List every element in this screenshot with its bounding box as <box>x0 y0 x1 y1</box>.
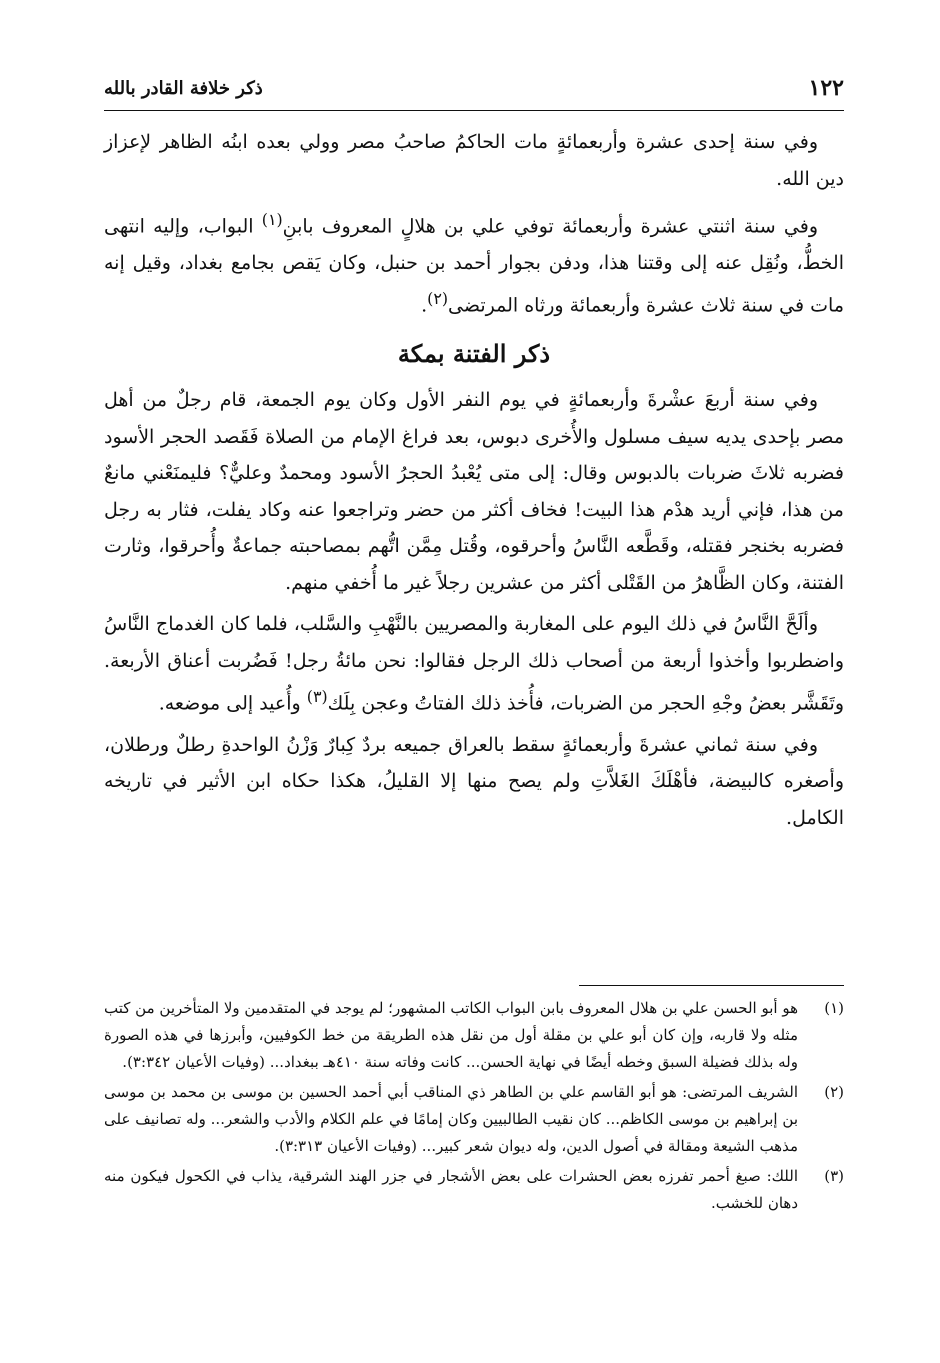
paragraph-4-part-b: وأُعيد إلى موضعه. <box>158 692 307 715</box>
page-number: ١٢٢ <box>808 75 844 101</box>
paragraph-5: وفي سنة ثماني عشرةَ وأربعمائةٍ سقط بالعراق جميعه بردٌ كِبارٌ وَزْنُ الواحدةِ رطلٌ ورطلان، وأصغره كالبيضة، فأهْلَكَ الغَلاَّتِ ولم يصح منها إلا القليلُ، هكذا حكاه ابن الأثير في تاريخه الكامل. <box>104 733 844 829</box>
footnote-text: هو أبو الحسن علي بن هلال المعروف بابن البواب الكاتب المشهور؛ لم يوجد في المتقدمين ولا المتأخرين من كتب مثله ولا قاربه، وإن كان أبو علي بن مقلة أول من نقل هذه الطريقة من خط الكوفيين، وأبرزها في هذه الصورة وله بذلك فضيلة السبق وخطه أيضًا في نهاية الحسن... كانت وفاته سنة ٤١٠هـ ببغداد... (وفيات الأعيان ٣:٣٤٢). <box>104 999 798 1071</box>
paragraph-1: وفي سنة إحدى عشرة وأربعمائةٍ مات الحاكمُ صاحبُ مصر وولي بعده ابنُه الظاهر لإعزاز دين الله. <box>104 131 844 190</box>
main-text <box>104 124 844 841</box>
footnote-mark: (٣) <box>824 1167 844 1185</box>
paragraph-3: وفي سنة أربعَ عشْرةَ وأربعمائةٍ في يوم النفر الأول وكان يوم الجمعة، قام رجلٌ من أهل مصر بإحدى يديه سيف مسلول والأُخرى دبوس، بعد فراغ الإمام من الصلاة فَقَصد الحجر الأسود فضربه ثلاثَ ضربات بالدبوس وقال: إلى متى يُعْبدُ الحجرُ الأسود ومحمدٌ وعليٌّ؟ فليمنَعْني مانعٌ من هذا، فإني أريد هدْم هذا البيت! فخاف أكثر من حضر وتراجعوا عنه وكاد يفلت، فثار به رجل فضربه بخنجر فقتله، وقَطَّعه النَّاسُ وأحرقوه، وقُتل مِمَّن اتُّهم بمصاحبته جماعةٌ وأُحرقوا، وثارت الفتنة، وكان الظَّاهرُ من القَتْلى أكثر من عشرين رجلاً غير ما أُخفي منهم. <box>104 389 844 594</box>
footnote-rule <box>579 985 844 986</box>
header-rule <box>104 110 844 111</box>
paragraph-2 <box>104 202 844 324</box>
paragraph-4-part-a: وألَحَّ النَّاسُ في ذلك اليوم على المغاربة والمصريين بالنَّهْبِ والسَّلب، فلما كان الغدماج النَّاسُ واضطربوا وأخذوا أربعة من أصحاب ذلك الرجل فقالوا: نحن مائةُ رجل! فَضُربت أعناق الأربعة. وتَقَشَّر بعضُ وجْهِ الحجر من الضربات، فأُخذ ذلك الفتاتُ وعجن بِلَك <box>104 613 844 715</box>
paragraph-4 <box>104 606 844 722</box>
footnote-3 <box>104 1163 844 1217</box>
footnote-text: الشريف المرتضى: هو أبو القاسم علي بن الطاهر ذي المناقب أبي أحمد الحسين بن موسى بن محمد بن موسى بن إبراهيم بن موسى الكاظم... كان نقيب الطالبيين وكان إمامًا في علم الكلام والأدب والشعر... وله تصانيف على مذهب الشيعة ومقالة في أصول الدين، وله ديوان شعر كبير... (وفيات الأعيان ٣:٣١٣). <box>104 1083 798 1155</box>
paragraph-2-part-b: البواب، وإليه انتهى الخطُّ، ونُقِل عنه إلى وقتنا هذا، ودفن بجوار أحمد بن حنبل، وكان يَقص بجامع بغداد، وقيل إنه مات في سنة ثلاث عشرة وأربعمائة ورثاه المرتضى <box>104 215 844 317</box>
running-header <box>104 68 844 108</box>
footnote-ref-3: (٣) <box>306 687 328 707</box>
footnote-ref-1: (١) <box>261 210 283 229</box>
section-title: ذكر الفتنة بمكة <box>397 339 551 369</box>
footnote-mark: (١) <box>824 999 844 1017</box>
footnote-1 <box>104 995 844 1076</box>
footnote-2 <box>104 1079 844 1160</box>
footnotes <box>104 995 844 1220</box>
footnote-ref-2: (٢) <box>427 289 449 309</box>
footnote-text: اللك: صبغ أحمر تفرزه بعض الحشرات على بعض الأشجار في جزر الهند الشرقية، يذاب في الكحول فيكون منه دهان للخشب. <box>104 1167 798 1212</box>
footnote-mark: (٢) <box>824 1083 844 1101</box>
paragraph-2-part-a: وفي سنة اثنتي عشرة وأربعمائة توفي علي بن هلالٍ المعروف بابنِ <box>282 215 818 238</box>
paragraph-2-part-c: . <box>421 294 428 317</box>
running-title: ذكر خلافة القادر بالله <box>104 77 263 99</box>
